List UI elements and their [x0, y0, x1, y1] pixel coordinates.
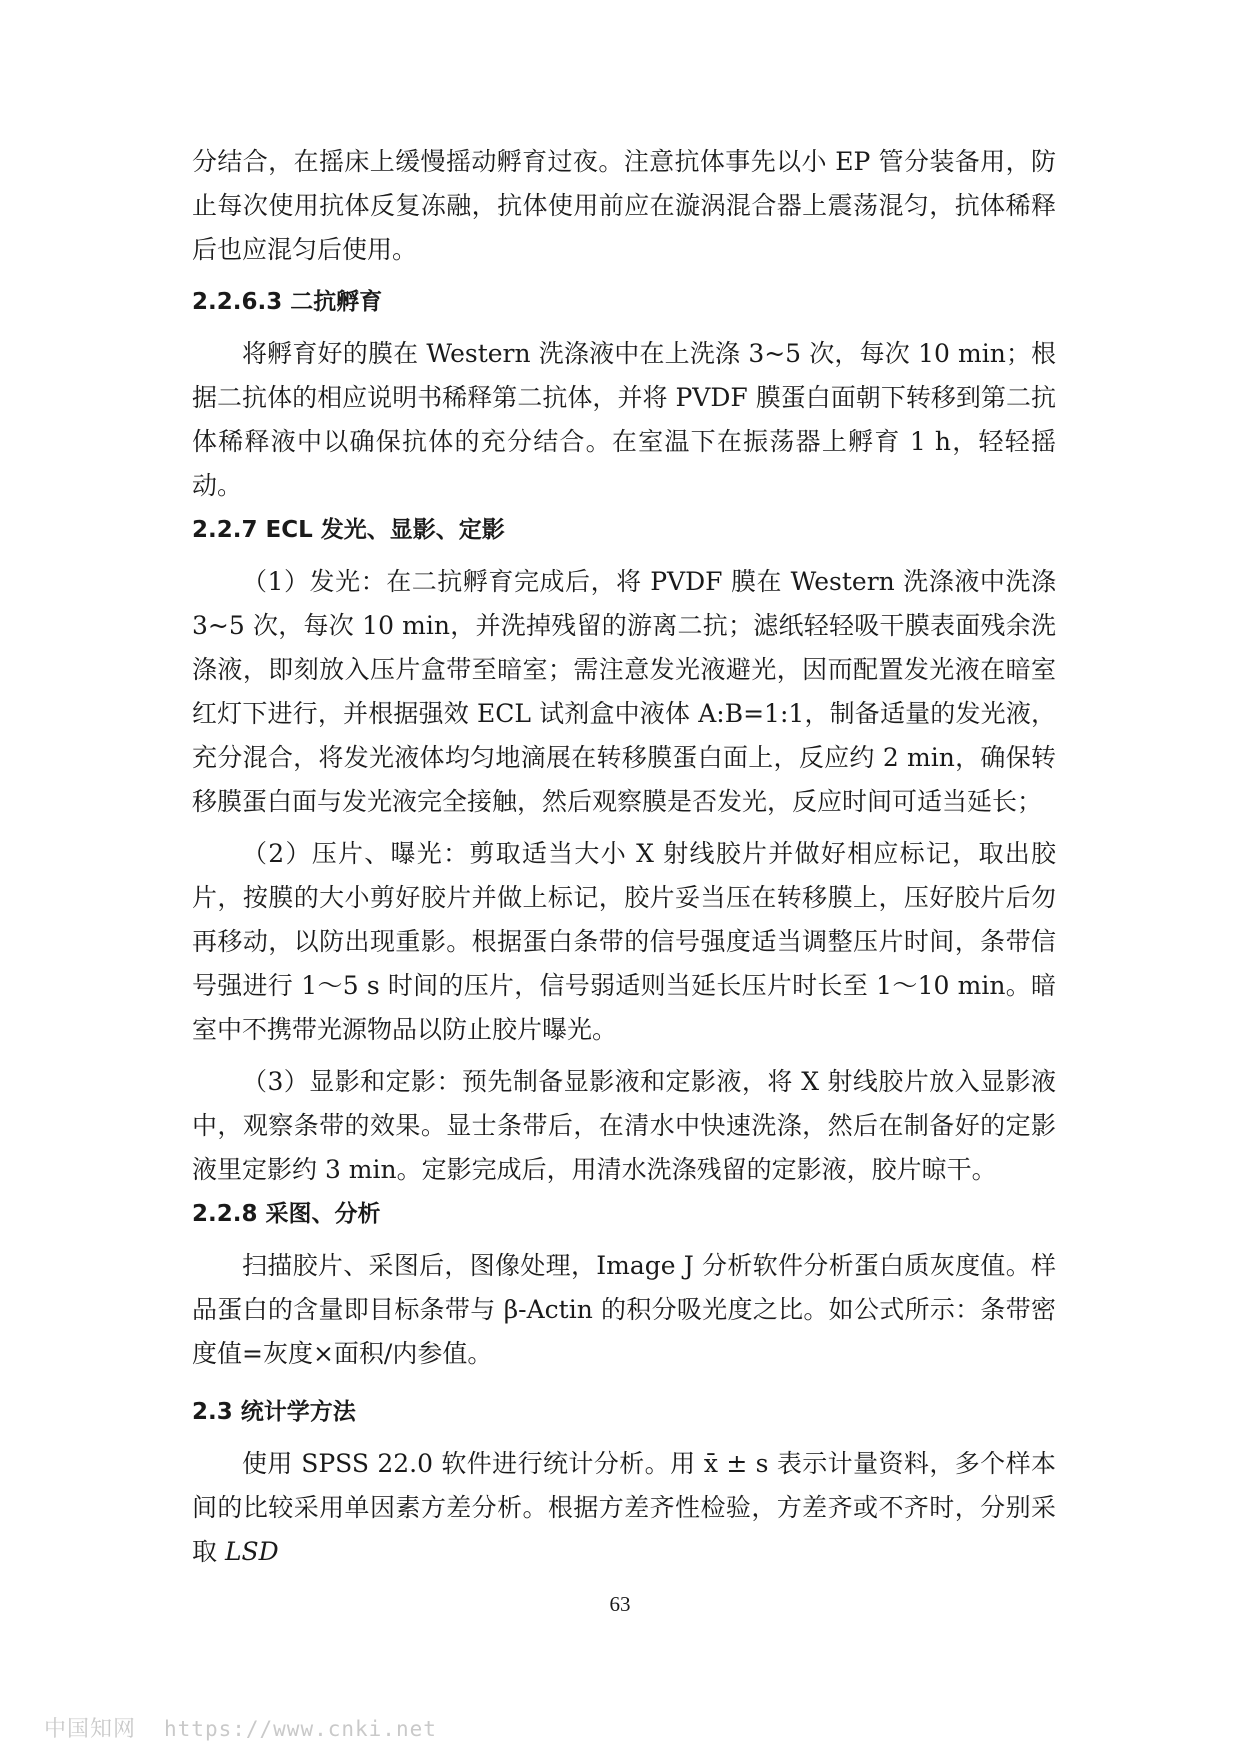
paragraph-luminescence: （1）发光：在二抗孵育完成后，将 PVDF 膜在 Western 洗涤液中洗涤 3~5 次，每次 10 min，并洗掉残留的游离二抗；滤纸轻轻吸干膜表面残余洗涤液，即刻放入压片盒带至暗室；需注意发光液避光，因而配置发光液在暗室红灯下进行，并根据强效 ECL 试剂盒中液体 A:B=1:1，制备适量的发光液，充分混合，将发光液体均匀地滴展在转移膜蛋白面上，反应约 2 min，确保转移膜蛋白面与发光液完全接触，然后观察膜是否发光，反应时间可适当延长；: [192, 567, 1056, 816]
watermark-url: https://www.cnki.net: [164, 1717, 437, 1741]
statistics-text: 使用 SPSS 22.0 软件进行统计分析。用 x̄ ± s 表示计量资料，多个样本间的比较采用单因素方差分析。根据方差齐性检验，方差齐或不齐时，分别采取: [192, 1449, 1056, 1566]
paragraph-develop-fix: （3）显影和定影：预先制备显影液和定影液，将 X 射线胶片放入显影液中，观察条带的效果。显士条带后，在清水中快速洗涤，然后在制备好的定影液里定影约 3 min。定影完成后，用清水洗涤残留的定影液，胶片晾干。: [192, 1067, 1056, 1184]
paragraph-exposure: （2）压片、曝光：剪取适当大小 X 射线胶片并做好相应标记，取出胶片，按膜的大小剪好胶片并做上标记，胶片妥当压在转移膜上，压好胶片后勿再移动，以防出现重影。根据蛋白条带的信号强度适当调整压片时间，条带信号强进行 1～5 s 时间的压片，信号弱适则当延长压片时长至 1～10 min。暗室中不携带光源物品以防止胶片曝光。: [192, 839, 1056, 1044]
heading-2-2-8: 2.2.8 采图、分析: [192, 1201, 381, 1227]
paragraph-statistics: [192, 1442, 1056, 1574]
paragraph-secondary-antibody: 将孵育好的膜在 Western 洗涤液中在上洗涤 3~5 次，每次 10 min；根据二抗体的相应说明书稀释第二抗体，并将 PVDF 膜蛋白面朝下转移到第二抗体稀释液中以确保抗体的充分结合。在室温下在振荡器上孵育 1 h，轻轻摇动。: [192, 339, 1056, 500]
page-body: [192, 140, 1056, 1574]
heading-2-2-7: 2.2.7 ECL 发光、显影、定影: [192, 517, 505, 543]
paragraph-image-analysis: 扫描胶片、采图后，图像处理，Image J 分析软件分析蛋白质灰度值。样品蛋白的含量即目标条带与 β-Actin 的积分吸光度之比。如公式所示：条带密度值=灰度×面积/内参值。: [192, 1251, 1056, 1368]
watermark-brand: 中国知网: [44, 1717, 137, 1742]
watermark: [44, 1712, 437, 1743]
heading-2-2-6-3: 2.2.6.3 二抗孵育: [192, 289, 383, 315]
lsd-italic: LSD: [224, 1537, 279, 1566]
page-number: 63: [609, 1592, 631, 1616]
heading-2-3: 2.3 统计学方法: [192, 1399, 356, 1425]
paragraph-antibody-incubation-end: 分结合，在摇床上缓慢摇动孵育过夜。注意抗体事先以小 EP 管分装备用，防止每次使用抗体反复冻融，抗体使用前应在漩涡混合器上震荡混匀，抗体稀释后也应混匀后使用。: [192, 147, 1056, 264]
